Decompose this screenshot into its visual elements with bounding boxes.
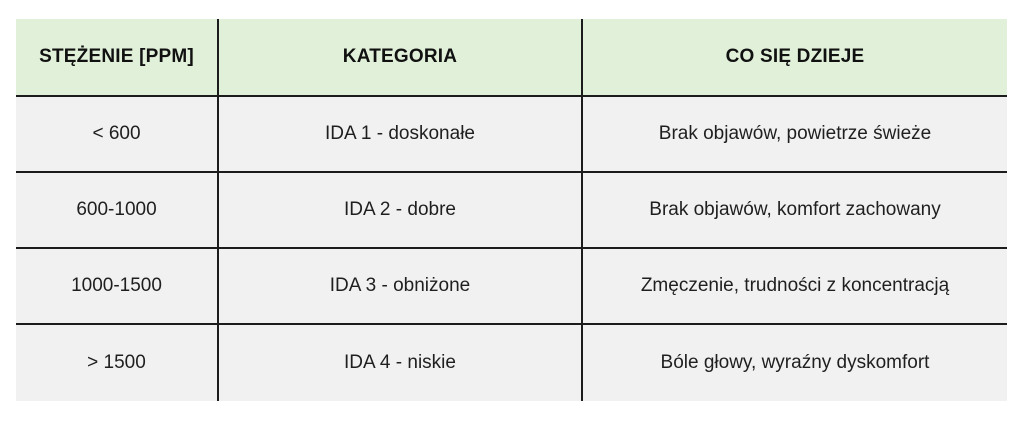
- co2-concentration-table: [16, 19, 1007, 401]
- table-row: [16, 324, 1007, 401]
- cell-concentration: 1000-1500: [16, 248, 218, 324]
- cell-category: IDA 3 - obniżone: [218, 248, 582, 324]
- cell-category: IDA 4 - niskie: [218, 324, 582, 401]
- table-row: [16, 96, 1007, 172]
- cell-category: IDA 1 - doskonałe: [218, 96, 582, 172]
- cell-concentration: < 600: [16, 96, 218, 172]
- cell-what-happens: Bóle głowy, wyraźny dyskomfort: [582, 324, 1007, 401]
- cell-concentration: 600-1000: [16, 172, 218, 248]
- table-header-row: [16, 19, 1007, 96]
- cell-what-happens: Brak objawów, komfort zachowany: [582, 172, 1007, 248]
- cell-concentration: > 1500: [16, 324, 218, 401]
- header-category: KATEGORIA: [218, 19, 582, 96]
- co2-concentration-table-wrapper: [16, 19, 1007, 401]
- cell-category: IDA 2 - dobre: [218, 172, 582, 248]
- cell-what-happens: Zmęczenie, trudności z koncentracją: [582, 248, 1007, 324]
- header-concentration: STĘŻENIE [PPM]: [16, 19, 218, 96]
- header-what-happens: CO SIĘ DZIEJE: [582, 19, 1007, 96]
- table-row: [16, 172, 1007, 248]
- cell-what-happens: Brak objawów, powietrze świeże: [582, 96, 1007, 172]
- table-row: [16, 248, 1007, 324]
